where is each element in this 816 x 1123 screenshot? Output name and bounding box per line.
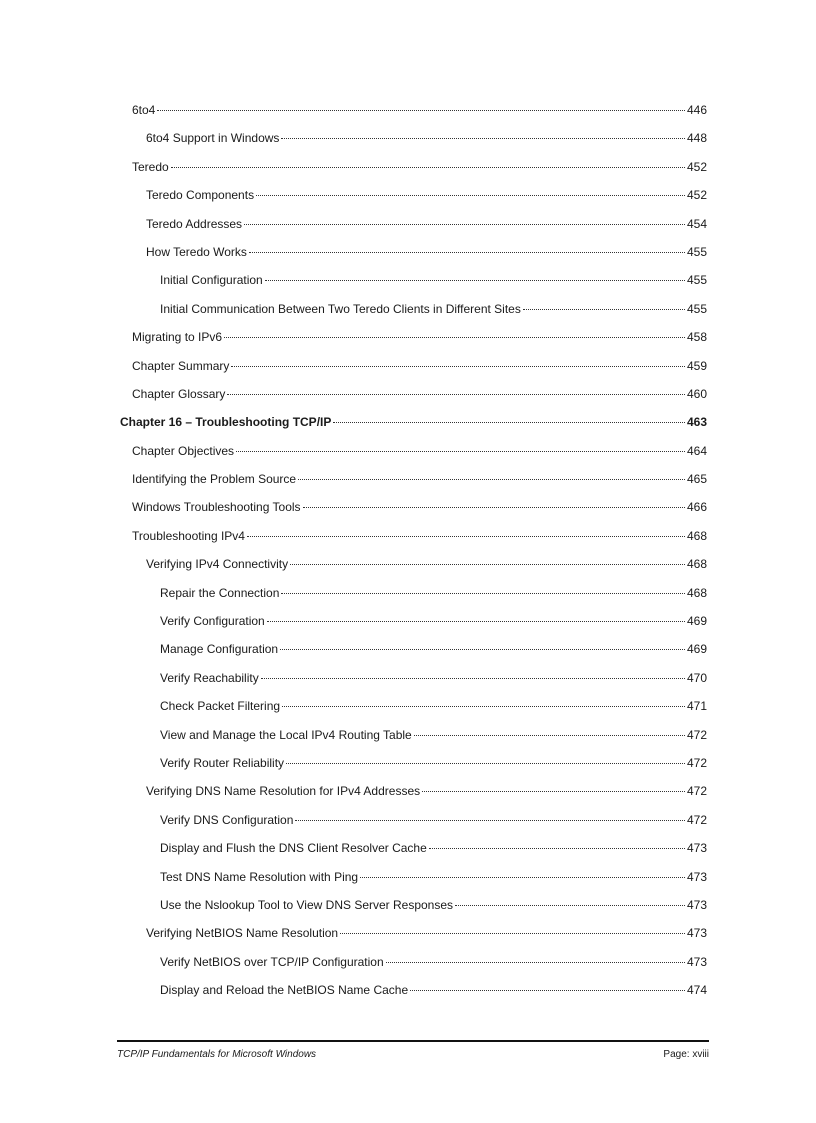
toc-entry[interactable]	[120, 557, 707, 585]
toc-entry-title: Verifying NetBIOS Name Resolution	[146, 926, 339, 941]
toc-entry[interactable]	[120, 756, 707, 784]
dot-leader	[286, 763, 685, 764]
toc-entry-title: Chapter Summary	[132, 358, 230, 373]
toc-entry[interactable]	[120, 415, 707, 443]
toc-entry-page: 465	[686, 472, 707, 487]
dot-leader	[261, 678, 685, 679]
toc-entry-page: 466	[686, 500, 707, 515]
toc-entry-title: Verifying IPv4 Connectivity	[146, 557, 289, 572]
toc-entry-title: Troubleshooting IPv4	[132, 528, 245, 543]
toc-entry-page: 471	[686, 699, 707, 714]
toc-entry[interactable]	[120, 898, 707, 926]
toc-entry-title: Verify Configuration	[160, 614, 265, 629]
dot-leader	[256, 195, 685, 196]
toc-entry-title: Verify DNS Configuration	[160, 812, 294, 827]
toc-entry-title: Verifying DNS Name Resolution for IPv4 Addresses	[146, 784, 421, 799]
dot-leader	[298, 479, 685, 480]
toc-entry-page: 468	[686, 585, 707, 600]
toc-entry-title: Check Packet Filtering	[160, 699, 281, 714]
toc-entry[interactable]	[120, 245, 707, 273]
toc-entry[interactable]	[120, 983, 707, 1011]
toc-entry[interactable]	[120, 813, 707, 841]
toc-entry-page: 472	[686, 784, 707, 799]
dot-leader	[224, 337, 685, 338]
toc-entry-page: 473	[686, 897, 707, 912]
toc-entry-title: Display and Flush the DNS Client Resolver Cache	[160, 841, 427, 856]
page-footer	[117, 1049, 709, 1060]
toc-entry-title: Verify NetBIOS over TCP/IP Configuration	[160, 954, 384, 969]
toc-entry-page: 472	[686, 755, 707, 770]
toc-entry-title: Identifying the Problem Source	[132, 472, 297, 487]
toc-entry[interactable]	[120, 500, 707, 528]
toc-entry-page: 473	[686, 926, 707, 941]
toc-entry[interactable]	[120, 955, 707, 983]
toc-entry[interactable]	[120, 642, 707, 670]
toc-entry-title: Repair the Connection	[160, 585, 280, 600]
toc-entry[interactable]	[120, 671, 707, 699]
toc-entry-page: 473	[686, 869, 707, 884]
dot-leader	[282, 706, 685, 707]
toc-entry-title: Chapter 16 – Troubleshooting TCP/IP	[120, 415, 332, 430]
toc-entry-title: Teredo	[132, 159, 169, 174]
toc-entry-page: 469	[686, 614, 707, 629]
dot-leader	[244, 224, 685, 225]
dot-leader	[333, 422, 685, 423]
toc-entry-title: 6to4	[132, 103, 156, 117]
dot-leader	[265, 280, 685, 281]
toc-entry-title: Teredo Components	[146, 188, 255, 203]
toc-entry-title: View and Manage the Local IPv4 Routing Table	[160, 727, 412, 742]
toc-entry[interactable]	[120, 131, 707, 159]
dot-leader	[455, 905, 685, 906]
toc-entry-title: 6to4 Support in Windows	[146, 131, 280, 146]
toc-entry-page: 459	[686, 358, 707, 373]
dot-leader	[267, 621, 685, 622]
toc-entry-page: 463	[686, 415, 707, 430]
toc-entry-page: 460	[686, 386, 707, 401]
toc-entry[interactable]	[120, 614, 707, 642]
dot-leader	[227, 394, 685, 395]
toc-entry-title: Windows Troubleshooting Tools	[132, 500, 301, 515]
dot-leader	[340, 933, 685, 934]
toc-entry-title: Verify Reachability	[160, 670, 259, 685]
footer-page-number: Page: xviii	[663, 1049, 709, 1060]
dot-leader	[429, 848, 685, 849]
toc-entry-title: Chapter Glossary	[132, 386, 226, 401]
footer-rule	[117, 1040, 709, 1042]
toc-entry-page: 455	[686, 244, 707, 259]
toc-entry[interactable]	[120, 529, 707, 557]
toc-entry-page: 452	[686, 159, 707, 174]
toc-entry-title: Initial Communication Between Two Teredo Clients in Different Sites	[160, 301, 521, 316]
toc-entry-page: 458	[686, 330, 707, 345]
dot-leader	[414, 735, 685, 736]
toc-entry[interactable]	[120, 217, 707, 245]
toc-entry-title: Use the Nslookup Tool to View DNS Server Responses	[160, 897, 454, 912]
toc-entry-page: 452	[686, 188, 707, 203]
dot-leader	[280, 649, 685, 650]
dot-leader	[303, 507, 685, 508]
toc-entry[interactable]	[120, 387, 707, 415]
dot-leader	[236, 451, 685, 452]
toc-entry-page: 474	[686, 983, 707, 998]
toc-entry-page: 454	[686, 216, 707, 231]
dot-leader	[422, 791, 685, 792]
toc-entry[interactable]	[120, 160, 707, 188]
toc-entry-title: Verify Router Reliability	[160, 755, 285, 770]
dot-leader	[247, 536, 685, 537]
toc-entry-page: 446	[686, 103, 707, 117]
toc-entry-title: Display and Reload the NetBIOS Name Cache	[160, 983, 409, 998]
toc-entry[interactable]	[120, 586, 707, 614]
dot-leader	[157, 110, 685, 111]
toc-entry-page: 470	[686, 670, 707, 685]
toc-entry-title: Test DNS Name Resolution with Ping	[160, 869, 359, 884]
toc-entry-page: 455	[686, 273, 707, 288]
toc-entry-page: 468	[686, 557, 707, 572]
toc-entry[interactable]	[120, 273, 707, 301]
toc-entry-title: How Teredo Works	[146, 244, 247, 259]
toc-entry-title: Initial Configuration	[160, 273, 263, 288]
toc-entry[interactable]	[120, 926, 707, 954]
dot-leader	[249, 252, 685, 253]
toc-entry[interactable]	[120, 359, 707, 387]
dot-leader	[281, 593, 685, 594]
dot-leader	[523, 309, 685, 310]
toc-entry[interactable]	[120, 870, 707, 898]
dot-leader	[410, 990, 685, 991]
toc-entry[interactable]	[120, 302, 707, 330]
toc-entry-title: Chapter Objectives	[132, 443, 235, 458]
toc-entry[interactable]	[120, 330, 707, 358]
toc-entry-page: 448	[686, 131, 707, 146]
toc-entry-page: 473	[686, 954, 707, 969]
toc-entry[interactable]	[120, 784, 707, 812]
dot-leader	[171, 167, 685, 168]
toc-entry[interactable]	[120, 188, 707, 216]
toc-entry-title: Manage Configuration	[160, 642, 279, 657]
footer-book-title: TCP/IP Fundamentals for Microsoft Windows	[117, 1049, 317, 1060]
table-of-contents	[120, 103, 707, 1012]
dot-leader	[295, 820, 685, 821]
dot-leader	[386, 962, 685, 963]
toc-entry-page: 455	[686, 301, 707, 316]
toc-entry-page: 473	[686, 841, 707, 856]
toc-entry-page: 472	[686, 812, 707, 827]
toc-entry[interactable]	[120, 728, 707, 756]
dot-leader	[281, 138, 685, 139]
toc-entry[interactable]	[120, 444, 707, 472]
toc-entry[interactable]	[120, 103, 707, 131]
dot-leader	[360, 877, 685, 878]
toc-entry-page: 464	[686, 443, 707, 458]
toc-entry-title: Teredo Addresses	[146, 216, 243, 231]
toc-entry[interactable]	[120, 472, 707, 500]
toc-entry[interactable]	[120, 699, 707, 727]
toc-entry-title: Migrating to IPv6	[132, 330, 223, 345]
dot-leader	[290, 564, 685, 565]
toc-entry-page: 469	[686, 642, 707, 657]
dot-leader	[231, 366, 685, 367]
toc-entry[interactable]	[120, 841, 707, 869]
toc-entry-page: 468	[686, 528, 707, 543]
toc-entry-page: 472	[686, 727, 707, 742]
